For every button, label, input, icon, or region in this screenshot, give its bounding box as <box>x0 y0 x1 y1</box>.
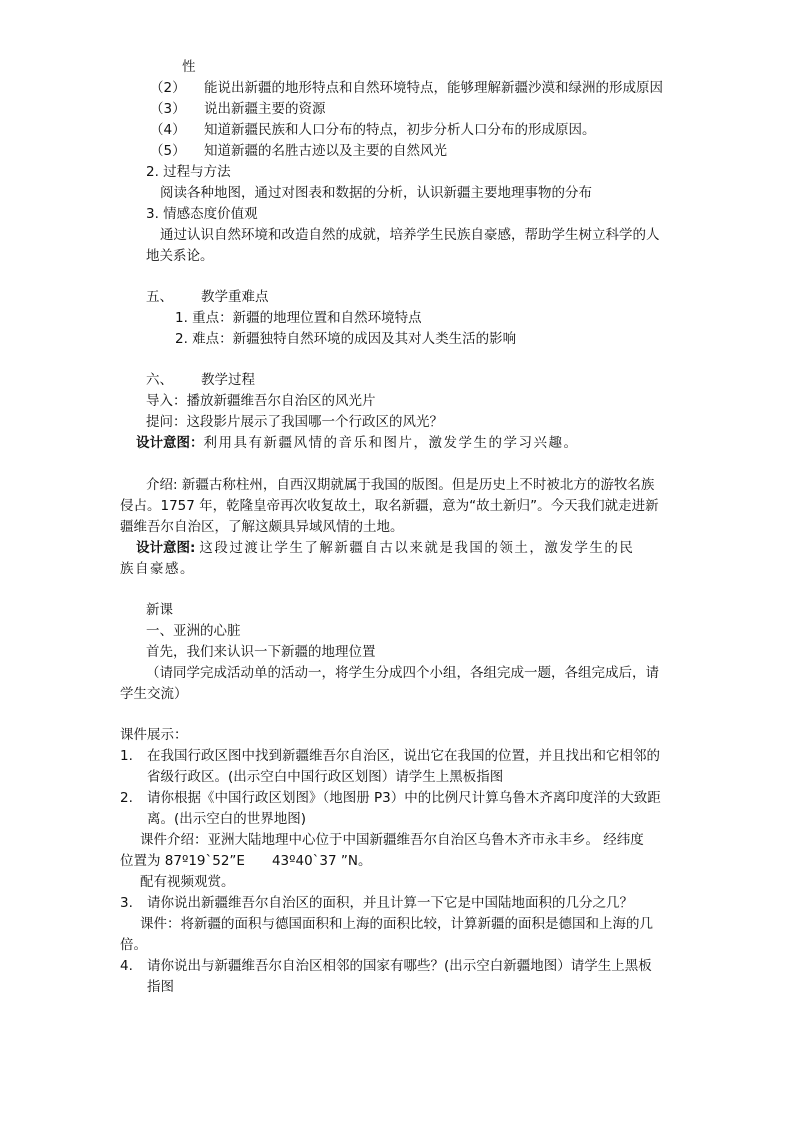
video-line: 配有视频观赏。 <box>140 874 235 890</box>
intro-paragraph-line: 介绍: 新疆古称柱州，自西汉期就属于我国的版图。但是历史上不时被北方的游牧名族 <box>146 477 655 493</box>
section-5-heading <box>146 287 269 307</box>
design-intent-text: 利用具有新疆风情的音乐和图片，激发学生的学习兴趣。 <box>203 435 579 451</box>
objective-text: 知道新疆民族和人口分布的特点，初步分析人口分布的形成原因。 <box>204 122 596 138</box>
objective-2 <box>150 78 663 98</box>
goal-3-title: 3. 情感态度价值观 <box>146 206 258 222</box>
goal-2-text: 阅读各种地图，通过对图表和数据的分析，认识新疆主要地理事物的分布 <box>160 185 592 201</box>
design-intent-text-cont: 族自豪感。 <box>120 561 195 577</box>
section-title: 教学过程 <box>201 372 255 388</box>
list-number: （2） <box>150 80 186 96</box>
objective-text: 能说出新疆的地形特点和自然环境特点，能够理解新疆沙漠和绿洲的形成原因 <box>204 80 663 96</box>
section-6-heading <box>146 370 255 390</box>
section-title: 教学重难点 <box>201 289 269 305</box>
design-intent-2 <box>136 538 634 558</box>
list-item-text: 请你说出新疆维吾尔自治区的面积，并且计算一下它是中国陆地面积的几分之几？ <box>147 895 633 911</box>
design-intent-1 <box>136 433 579 453</box>
list-number: 4. <box>120 958 133 974</box>
list-number: 1. <box>120 748 133 764</box>
objective-text: 说出新疆主要的资源 <box>204 101 326 117</box>
list-number: 3. <box>120 895 133 911</box>
goal-3-text: 通过认识自然环境和改造自然的成就，培养学生民族自豪感，帮助学生树立科学的人 <box>160 227 660 243</box>
objective-text: 知道新疆的名胜古迹以及主要的自然风光 <box>204 143 447 159</box>
question-line: 提问：这段影片展示了我国哪一个行政区的风光？ <box>146 414 443 430</box>
difficult-point: 2. 难点：新疆独特自然环境的成因及其对人类生活的影响 <box>175 331 517 347</box>
list-item-4 <box>120 956 652 976</box>
list-item-1-cont: 省级行政区。(出示空白中国行政区划图）请学生上黑板指图 <box>147 769 504 785</box>
courseware-intro-line: 课件介绍：亚洲大陆地理中心位于中国新疆维吾尔自治区乌鲁木齐市永丰乡。 经纬度 <box>140 832 644 848</box>
list-item-3 <box>120 893 633 913</box>
list-number: （3） <box>150 101 186 117</box>
courseware-heading: 课件展示： <box>120 727 188 743</box>
objective-3 <box>150 99 326 119</box>
list-item-text: 在我国行政区图中找到新疆维吾尔自治区，说出它在我国的位置，并且找出和它相邻的 <box>147 748 660 764</box>
list-item-2 <box>120 788 661 808</box>
list-item-text: 请你说出与新疆维吾尔自治区相邻的国家有哪些？(出示空白新疆地图）请学生上黑板 <box>147 958 652 974</box>
activity-line-cont: 学生交流） <box>120 686 188 702</box>
section-number: 五、 <box>146 289 173 305</box>
line-xing: 性 <box>182 59 196 75</box>
list-number: （5） <box>150 143 186 159</box>
key-point: 1. 重点：新疆的地理位置和自然环境特点 <box>175 310 422 326</box>
design-intent-text: 这段过渡让学生了解新疆自古以来就是我国的领土，激发学生的民 <box>199 540 635 556</box>
goal-2-title: 2. 过程与方法 <box>146 164 231 180</box>
objective-4 <box>150 120 596 140</box>
intro-paragraph-line: 侵占。1757 年，乾隆皇帝再次收复故土，取名新疆，意为“故土新归”。今天我们就走进新 <box>120 498 659 514</box>
list-item-1 <box>120 746 660 766</box>
activity-line: （请同学完成活动单的活动一，将学生分成四个小组，各组完成一题，各组完成后，请 <box>146 665 659 681</box>
courseware-compare-line: 课件：将新疆的面积与德国面积和上海的面积比较，计算新疆的面积是德国和上海的几 <box>140 916 653 932</box>
goal-3-text-cont: 地关系论。 <box>146 248 214 264</box>
list-number: （4） <box>150 122 186 138</box>
list-item-text: 请你根据《中国行政区划图》（地图册 P3）中的比例尺计算乌鲁木齐离印度洋的大致距 <box>147 790 661 806</box>
objective-5 <box>150 141 447 161</box>
section-number: 六、 <box>146 372 173 388</box>
courseware-compare-line-cont: 倍。 <box>120 937 147 953</box>
design-intent-label: 设计意图: <box>136 540 196 556</box>
list-item-4-cont: 指图 <box>147 979 174 995</box>
first-line: 首先，我们来认识一下新疆的地理位置 <box>146 644 376 660</box>
new-lesson-heading: 新课 <box>146 602 173 618</box>
design-intent-label: 设计意图： <box>136 435 204 451</box>
coordinates-line: 位置为 87º19`52”E 43º40`37 ”N。 <box>120 853 372 869</box>
list-number: 2. <box>120 790 133 806</box>
intro-paragraph-line: 疆维吾尔自治区，了解这颇具异域风情的土地。 <box>120 519 404 535</box>
list-item-2-cont: 离。(出示空白的世界地图) <box>147 811 307 827</box>
intro-line: 导入：播放新疆维吾尔自治区的风光片 <box>146 393 376 409</box>
part-1-heading: 一、亚洲的心脏 <box>146 623 241 639</box>
